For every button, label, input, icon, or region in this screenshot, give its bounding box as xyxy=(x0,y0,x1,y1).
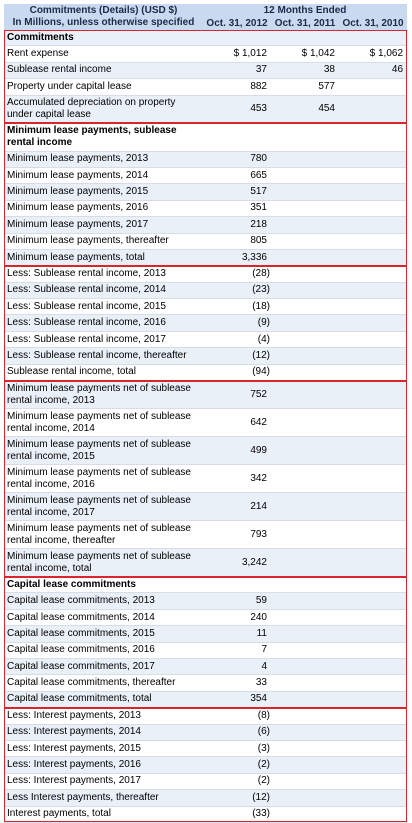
table-row xyxy=(4,790,407,806)
cell-value xyxy=(339,95,407,123)
cell-value xyxy=(339,642,407,658)
cell-value xyxy=(271,691,339,707)
cell-value: 4 xyxy=(203,658,271,674)
cell-value xyxy=(271,642,339,658)
row-label: Minimum lease payments net of sublease rental income, 2017 xyxy=(4,493,203,521)
table-row xyxy=(4,724,407,740)
row-label: Minimum lease payments net of sublease rental income, 2015 xyxy=(4,437,203,465)
table-row xyxy=(4,757,407,773)
cell-value xyxy=(271,675,339,691)
row-label: Minimum lease payments net of sublease rental income, thereafter xyxy=(4,521,203,549)
cell-value xyxy=(203,577,271,593)
cell-value: (2) xyxy=(203,773,271,789)
cell-value: 354 xyxy=(203,691,271,707)
cell-value: 882 xyxy=(203,79,271,95)
row-label: Less: Interest payments, 2013 xyxy=(4,708,203,724)
table-row xyxy=(4,773,407,789)
row-label: Capital lease commitments, 2013 xyxy=(4,593,203,609)
cell-value: (9) xyxy=(203,315,271,331)
cell-value: 517 xyxy=(203,184,271,200)
row-label: Capital lease commitments xyxy=(4,577,203,593)
cell-value: 453 xyxy=(203,95,271,123)
row-label: Less: Sublease rental income, 2017 xyxy=(4,331,203,347)
cell-value xyxy=(271,184,339,200)
cell-value: (23) xyxy=(203,282,271,298)
cell-value xyxy=(339,381,407,409)
cell-value: (8) xyxy=(203,708,271,724)
column-header-2012: Oct. 31, 2012 xyxy=(203,17,271,30)
cell-value: (2) xyxy=(203,757,271,773)
cell-value: 342 xyxy=(203,465,271,493)
row-label: Capital lease commitments, thereafter xyxy=(4,675,203,691)
table-row xyxy=(4,642,407,658)
cell-value xyxy=(271,577,339,593)
cell-value: 351 xyxy=(203,200,271,216)
cell-value xyxy=(339,151,407,167)
cell-value xyxy=(271,806,339,822)
cell-value xyxy=(339,609,407,625)
table-row xyxy=(4,609,407,625)
table-row xyxy=(4,348,407,364)
cell-value xyxy=(203,30,271,46)
row-label: Less: Sublease rental income, 2013 xyxy=(4,266,203,282)
row-label: Capital lease commitments, 2016 xyxy=(4,642,203,658)
table-row xyxy=(4,233,407,249)
table-row xyxy=(4,493,407,521)
cell-value xyxy=(339,249,407,265)
cell-value xyxy=(339,123,407,151)
table-row xyxy=(4,409,407,437)
cell-value xyxy=(339,806,407,822)
cell-value: (94) xyxy=(203,364,271,380)
row-label: Property under capital lease xyxy=(4,79,203,95)
cell-value xyxy=(339,465,407,493)
cell-value xyxy=(339,315,407,331)
cell-value xyxy=(339,724,407,740)
cell-value: 642 xyxy=(203,409,271,437)
cell-value xyxy=(271,200,339,216)
commitments-table-container xyxy=(4,4,407,823)
cell-value: 805 xyxy=(203,233,271,249)
row-label: Less: Interest payments, 2014 xyxy=(4,724,203,740)
cell-value xyxy=(271,266,339,282)
cell-value: (33) xyxy=(203,806,271,822)
cell-value xyxy=(339,757,407,773)
cell-value xyxy=(339,740,407,756)
section-header-row xyxy=(4,577,407,593)
cell-value: 37 xyxy=(203,62,271,78)
cell-value: $ 1,062 xyxy=(339,46,407,62)
cell-value xyxy=(271,30,339,46)
table-row xyxy=(4,62,407,78)
table-row xyxy=(4,167,407,183)
table-row xyxy=(4,740,407,756)
cell-value xyxy=(339,493,407,521)
table-body xyxy=(4,30,407,822)
corner-title-line2: In Millions, unless otherwise specified xyxy=(12,17,195,28)
cell-value xyxy=(339,167,407,183)
cell-value: (28) xyxy=(203,266,271,282)
row-label: Less: Sublease rental income, 2015 xyxy=(4,299,203,315)
row-label: Capital lease commitments, total xyxy=(4,691,203,707)
cell-value xyxy=(271,757,339,773)
row-label: Less: Sublease rental income, thereafter xyxy=(4,348,203,364)
cell-value xyxy=(339,233,407,249)
table-row xyxy=(4,549,407,577)
cell-value xyxy=(339,708,407,724)
cell-value xyxy=(271,331,339,347)
table-row xyxy=(4,151,407,167)
cell-value xyxy=(271,521,339,549)
cell-value xyxy=(203,123,271,151)
cell-value xyxy=(339,593,407,609)
cell-value: 11 xyxy=(203,626,271,642)
table-row xyxy=(4,593,407,609)
table-row xyxy=(4,200,407,216)
cell-value: 240 xyxy=(203,609,271,625)
row-label: Commitments xyxy=(4,30,203,46)
row-label: Less: Interest payments, 2015 xyxy=(4,740,203,756)
row-label: Less: Sublease rental income, 2016 xyxy=(4,315,203,331)
cell-value xyxy=(339,658,407,674)
cell-value: 3,336 xyxy=(203,249,271,265)
cell-value xyxy=(271,299,339,315)
cell-value: 59 xyxy=(203,593,271,609)
row-label: Minimum lease payments net of sublease rental income, 2014 xyxy=(4,409,203,437)
cell-value: 793 xyxy=(203,521,271,549)
cell-value xyxy=(271,249,339,265)
cell-value: (4) xyxy=(203,331,271,347)
row-label: Minimum lease payments, 2015 xyxy=(4,184,203,200)
cell-value xyxy=(271,790,339,806)
cell-value: 7 xyxy=(203,642,271,658)
row-label: Less Interest payments, thereafter xyxy=(4,790,203,806)
cell-value: 577 xyxy=(271,79,339,95)
cell-value xyxy=(339,790,407,806)
cell-value xyxy=(271,348,339,364)
row-label: Minimum lease payments, 2017 xyxy=(4,217,203,233)
row-label: Accumulated depreciation on property under capital lease xyxy=(4,95,203,123)
cell-value xyxy=(339,773,407,789)
section-header-row xyxy=(4,123,407,151)
cell-value xyxy=(339,30,407,46)
row-label: Less: Sublease rental income, 2014 xyxy=(4,282,203,298)
table-row xyxy=(4,691,407,707)
cell-value: $ 1,042 xyxy=(271,46,339,62)
table-row xyxy=(4,184,407,200)
cell-value: (3) xyxy=(203,740,271,756)
cell-value: (12) xyxy=(203,348,271,364)
row-label: Minimum lease payments, 2013 xyxy=(4,151,203,167)
cell-value: 46 xyxy=(339,62,407,78)
row-label: Minimum lease payments, thereafter xyxy=(4,233,203,249)
cell-value xyxy=(271,364,339,380)
cell-value xyxy=(339,299,407,315)
cell-value xyxy=(271,409,339,437)
cell-value xyxy=(271,626,339,642)
row-label: Less: Interest payments, 2017 xyxy=(4,773,203,789)
commitments-table xyxy=(4,4,407,823)
cell-value xyxy=(339,217,407,233)
cell-value xyxy=(271,493,339,521)
row-label: Minimum lease payments, 2014 xyxy=(4,167,203,183)
cell-value: 214 xyxy=(203,493,271,521)
cell-value: 780 xyxy=(203,151,271,167)
cell-value xyxy=(339,675,407,691)
cell-value: 665 xyxy=(203,167,271,183)
cell-value xyxy=(339,266,407,282)
cell-value xyxy=(339,521,407,549)
table-row xyxy=(4,282,407,298)
cell-value xyxy=(339,184,407,200)
cell-value xyxy=(339,409,407,437)
table-row xyxy=(4,521,407,549)
section-header-row xyxy=(4,30,407,46)
cell-value xyxy=(339,200,407,216)
cell-value xyxy=(339,626,407,642)
cell-value xyxy=(339,549,407,577)
cell-value xyxy=(271,724,339,740)
cell-value: 499 xyxy=(203,437,271,465)
row-label: Sublease rental income, total xyxy=(4,364,203,380)
cell-value xyxy=(271,708,339,724)
period-header: 12 Months Ended xyxy=(203,4,407,17)
cell-value xyxy=(339,437,407,465)
table-row xyxy=(4,79,407,95)
cell-value xyxy=(339,79,407,95)
row-label: Minimum lease payments net of sublease rental income, 2013 xyxy=(4,381,203,409)
cell-value xyxy=(339,348,407,364)
cell-value xyxy=(271,381,339,409)
cell-value: 218 xyxy=(203,217,271,233)
table-row xyxy=(4,46,407,62)
table-row xyxy=(4,465,407,493)
table-row xyxy=(4,95,407,123)
table-row xyxy=(4,708,407,724)
row-label: Sublease rental income xyxy=(4,62,203,78)
table-row xyxy=(4,315,407,331)
cell-value xyxy=(271,549,339,577)
cell-value xyxy=(271,593,339,609)
column-header-2011: Oct. 31, 2011 xyxy=(271,17,339,30)
row-label: Minimum lease payments net of sublease rental income, 2016 xyxy=(4,465,203,493)
cell-value xyxy=(339,282,407,298)
cell-value xyxy=(271,151,339,167)
row-label: Capital lease commitments, 2017 xyxy=(4,658,203,674)
table-row xyxy=(4,299,407,315)
cell-value xyxy=(271,123,339,151)
table-corner-title xyxy=(4,4,203,30)
cell-value: (18) xyxy=(203,299,271,315)
table-row xyxy=(4,626,407,642)
row-label: Minimum lease payments, total xyxy=(4,249,203,265)
cell-value xyxy=(339,364,407,380)
cell-value xyxy=(271,282,339,298)
cell-value xyxy=(339,691,407,707)
row-label: Interest payments, total xyxy=(4,806,203,822)
table-row xyxy=(4,437,407,465)
cell-value xyxy=(271,315,339,331)
cell-value: 38 xyxy=(271,62,339,78)
cell-value xyxy=(339,331,407,347)
corner-title-line1: Commitments (Details) (USD $) xyxy=(29,5,178,16)
table-row xyxy=(4,658,407,674)
row-label: Minimum lease payments, 2016 xyxy=(4,200,203,216)
row-label: Less: Interest payments, 2016 xyxy=(4,757,203,773)
cell-value: 33 xyxy=(203,675,271,691)
cell-value: (12) xyxy=(203,790,271,806)
row-label: Minimum lease payments net of sublease rental income, total xyxy=(4,549,203,577)
cell-value xyxy=(271,658,339,674)
cell-value: (6) xyxy=(203,724,271,740)
cell-value xyxy=(271,465,339,493)
cell-value xyxy=(271,217,339,233)
row-label: Capital lease commitments, 2015 xyxy=(4,626,203,642)
cell-value: $ 1,012 xyxy=(203,46,271,62)
row-label: Minimum lease payments, sublease rental income xyxy=(4,123,203,151)
cell-value: 3,242 xyxy=(203,549,271,577)
cell-value xyxy=(271,233,339,249)
cell-value: 454 xyxy=(271,95,339,123)
cell-value xyxy=(271,437,339,465)
cell-value xyxy=(271,609,339,625)
table-row xyxy=(4,249,407,265)
table-row xyxy=(4,331,407,347)
table-row xyxy=(4,806,407,822)
cell-value xyxy=(339,577,407,593)
cell-value xyxy=(271,740,339,756)
cell-value xyxy=(271,773,339,789)
table-row xyxy=(4,217,407,233)
table-row xyxy=(4,266,407,282)
cell-value: 752 xyxy=(203,381,271,409)
table-row xyxy=(4,675,407,691)
cell-value xyxy=(271,167,339,183)
row-label: Rent expense xyxy=(4,46,203,62)
column-header-2010: Oct. 31, 2010 xyxy=(339,17,407,30)
table-row xyxy=(4,364,407,380)
table-row xyxy=(4,381,407,409)
row-label: Capital lease commitments, 2014 xyxy=(4,609,203,625)
